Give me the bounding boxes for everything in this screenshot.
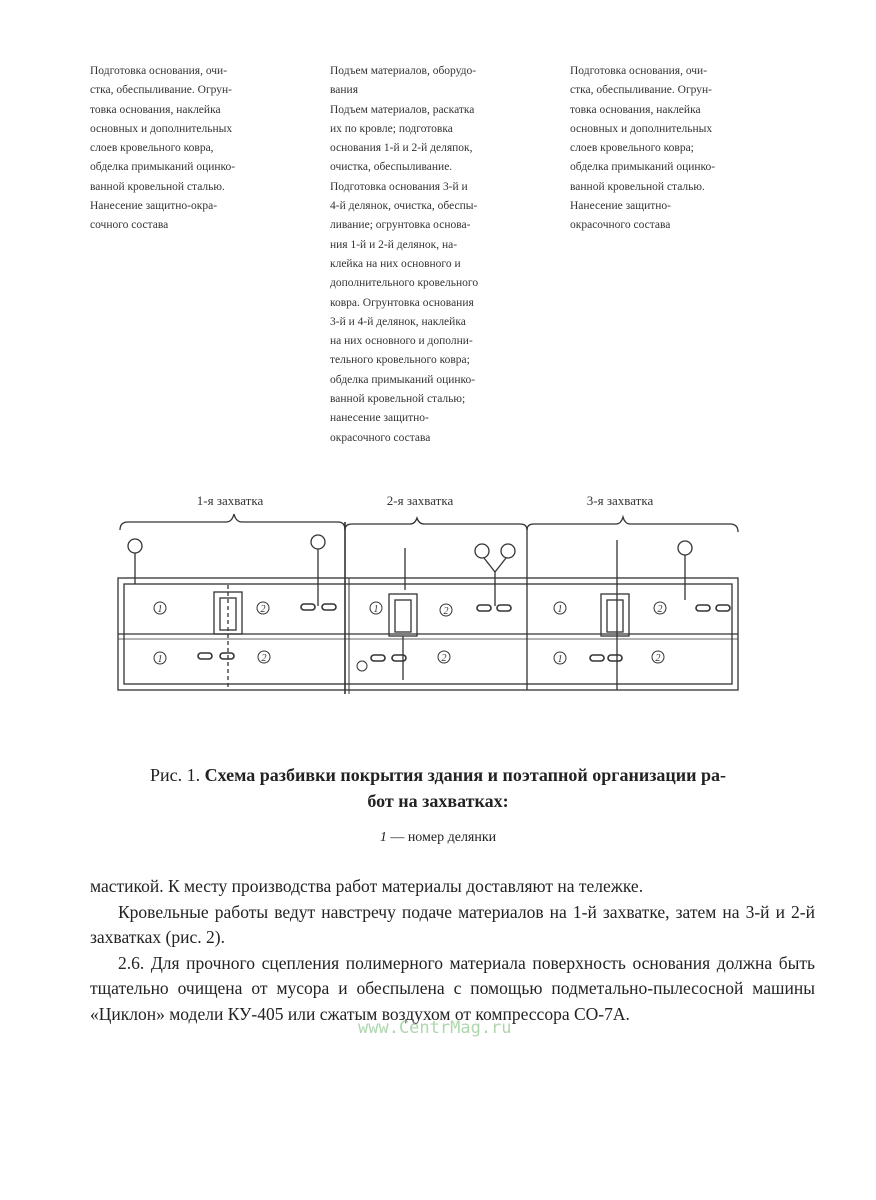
skylight [214, 585, 242, 690]
table-cell-line: Нанесение защитно-окра- [90, 200, 218, 213]
skylight [389, 594, 417, 680]
table-cell-line: Подъем материалов, раскатка [330, 103, 475, 116]
table-cell-line: тельного кровельного ковра; [330, 354, 470, 367]
table-cell-line: окрасочного состава [330, 431, 431, 444]
plot-number: 2 [443, 606, 449, 617]
plot-number: 2 [260, 604, 266, 615]
table-cell-line: ванной кровельной сталью. [90, 180, 225, 193]
figure-number: Рис. 1. [149, 765, 201, 785]
zone-brace-1 [120, 514, 345, 530]
table-cell-line: ливание; огрунтовка основа- [330, 219, 471, 232]
table-cell-line: Подготовка основания, очи- [90, 65, 228, 77]
table-cell-line: слоев кровельного ковра; [570, 142, 694, 155]
table-cell-line: дополнительного кровельного [330, 277, 479, 290]
figure-caption [60, 762, 816, 814]
table-cell-line: 3-й и 4-й делянок, наклейка [330, 315, 466, 328]
zone-label-3: 3-я захватка [586, 493, 654, 508]
plot-number: 2 [655, 653, 661, 664]
material-rolls [198, 604, 730, 661]
skylight [601, 590, 629, 690]
hoist-icon [475, 544, 515, 606]
plot-number: 1 [157, 604, 163, 615]
table-cell-line: основных и дополнительных [90, 122, 233, 135]
table-cell-line: стка, обеспыливание. Огрун- [570, 84, 713, 97]
table-cell-line: Подъем материалов, оборудо- [330, 65, 477, 77]
legend-text: — номер делянки [390, 830, 497, 845]
zone-brace-2 [345, 518, 527, 530]
plot-number: 2 [441, 653, 447, 664]
table-cell-line: ванной кровельной сталью. [570, 180, 705, 193]
zone-label-2: 2-я захватка [386, 493, 454, 508]
plot-number: 1 [557, 604, 563, 615]
figure-title-line1: Схема разбивки покрытия здания и поэтапной организации ра- [204, 765, 727, 785]
table-cell-line: ния 1-й и 2-й делянок, на- [330, 238, 458, 251]
hoist-icon [128, 539, 142, 584]
table-cell-line: обделка примыканий оцинко- [90, 161, 236, 174]
watermark: www.CentrMag.ru [358, 1018, 512, 1038]
table-cell-line: ковра. Огрунтовка основания [330, 296, 474, 309]
table-cell-line: ванной кровельной сталью; [330, 393, 466, 406]
table-cell-line: сочного состава [90, 219, 169, 232]
table-cell-line: товка основания, наклейка [90, 103, 221, 116]
table-cell-line: их по кровле; подготовка [330, 122, 453, 135]
table-cell-line: Подготовка основания 3-й и [330, 180, 468, 193]
table-cell-line: Нанесение защитно- [570, 200, 672, 213]
table-cell-line: Подготовка основания, очи- [570, 65, 708, 77]
plot-number: 2 [261, 653, 267, 664]
plot-number: 1 [157, 654, 163, 665]
table-cell-line: товка основания, наклейка [570, 103, 701, 116]
table-cell-line: стка, обеспыливание. Огрун- [90, 84, 233, 97]
table-cell-line: нанесение защитно- [330, 412, 429, 425]
table-cell-line: на них основного и дополни- [330, 335, 473, 348]
legend-symbol: 1 [379, 830, 387, 845]
figure-legend [0, 830, 876, 846]
zone-label-1: 1-я захватка [196, 493, 264, 508]
table-cell-line: обделка примыканий оцинко- [570, 161, 716, 174]
table-cell-line: клейка на них основного и [330, 257, 461, 270]
plot-number: 1 [557, 654, 563, 665]
hoist-icon [678, 541, 692, 600]
body-text [90, 874, 815, 1027]
zone-brace-3 [527, 517, 738, 532]
plot-number: 1 [373, 604, 379, 615]
plot-number: 2 [657, 604, 663, 615]
paragraph: мастикой. К месту производства работ материалы доставляют на тележке. [90, 876, 644, 896]
table-cell-line: окрасочного состава [570, 219, 671, 232]
table-cell-line: обделка примыканий оцинко- [330, 373, 476, 386]
table-cell-line: 4-й делянок, очистка, обеспы- [330, 200, 478, 213]
table-cell-line: слоев кровельного ковра, [90, 142, 214, 155]
hoist-icon [311, 535, 325, 606]
table-cell-line: вания [330, 84, 358, 97]
table-cell-line: основания 1-й и 2-й деляпок, [330, 142, 473, 155]
table-cell-line: основных и дополнительных [570, 122, 713, 135]
paragraph: 2.6. Для прочного сцепления полимерного материала поверхность основания должна быть тщательно очищена от мусора и обеспылена с помощью подметально-пылесосной машины «Циклон» модели КУ-405 или сжатым воздухом от компрессора СО-7А. [90, 952, 815, 1024]
paragraph: Кровельные работы ведут навстречу подаче материалов на 1-й захватке, затем на 3-й и 2-й захватках (рис. 2). [90, 901, 815, 947]
table-cell-line: очистка, обеспыливание. [330, 161, 453, 174]
figure-title-line2: бот на захватках: [367, 791, 509, 811]
